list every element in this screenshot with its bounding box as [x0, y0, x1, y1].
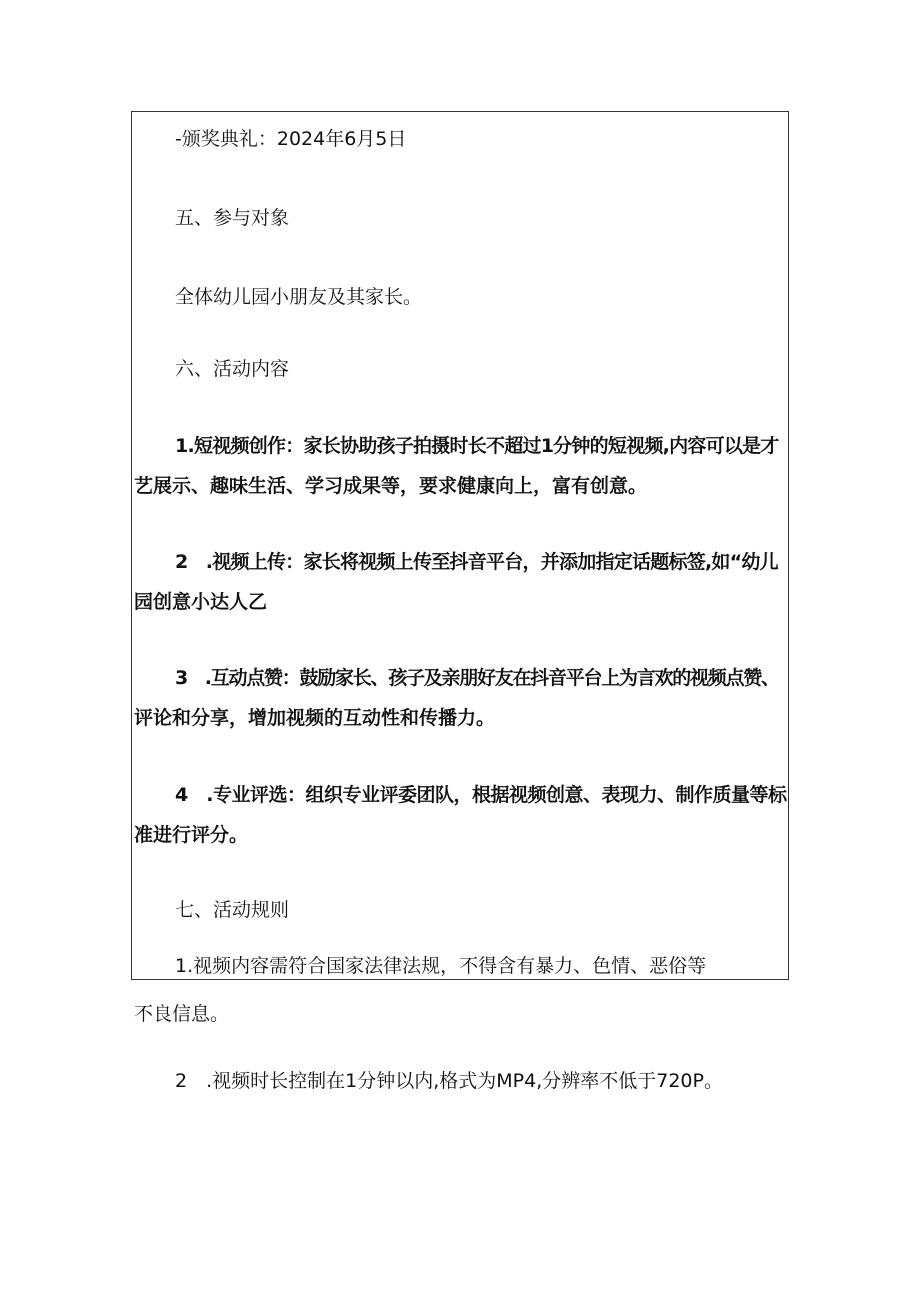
rule-1-line-1: 1.视频内容需符合国家法律法规，不得含有暴力、色情、恶俗等 — [175, 955, 707, 977]
bordered-content-frame — [131, 111, 789, 980]
award-ceremony-date: -颁奖典礼：2024年6月5日 — [175, 128, 407, 150]
rule-1-line-2: 不良信息。 — [134, 1003, 230, 1025]
content-item-3-line-1: 3 .互动点赞：鼓励家长、孩子及亲朋好友在抖音平台上为言欢的视频点赞、 — [175, 667, 779, 689]
content-item-1-line-1: 1.短视频创作：家长协助孩子拍摄时长不超过1分钟的短视频,内容可以是才 — [175, 435, 779, 457]
content-item-1-line-2: 艺展示、趣味生活、学习成果等，要求健康向上，富有创意。 — [134, 475, 648, 497]
content-item-2-line-1: 2 .视频上传：家长将视频上传至抖音平台，并添加指定话题标签,如“幼儿 — [175, 551, 778, 573]
rule-2: 2 .视频时长控制在1分钟以内,格式为MP4,分辨率不低于720P。 — [175, 1070, 723, 1092]
content-item-3-line-2: 评论和分享，增加视频的互动性和传播力。 — [134, 707, 496, 729]
section-5-heading: 五、参与对象 — [175, 207, 290, 229]
content-item-4-line-1: 4 .专业评选：组织专业评委团队，根据视频创意、表现力、制作质量等标 — [175, 784, 787, 806]
section-7-heading: 七、活动规则 — [175, 899, 290, 921]
section-5-body: 全体幼儿园小朋友及其家长。 — [175, 286, 423, 308]
content-item-4-line-2: 准进行评分。 — [134, 824, 249, 846]
content-item-2-line-2: 园创意小达人乙 — [134, 591, 268, 613]
section-6-heading: 六、活动内容 — [175, 358, 290, 380]
